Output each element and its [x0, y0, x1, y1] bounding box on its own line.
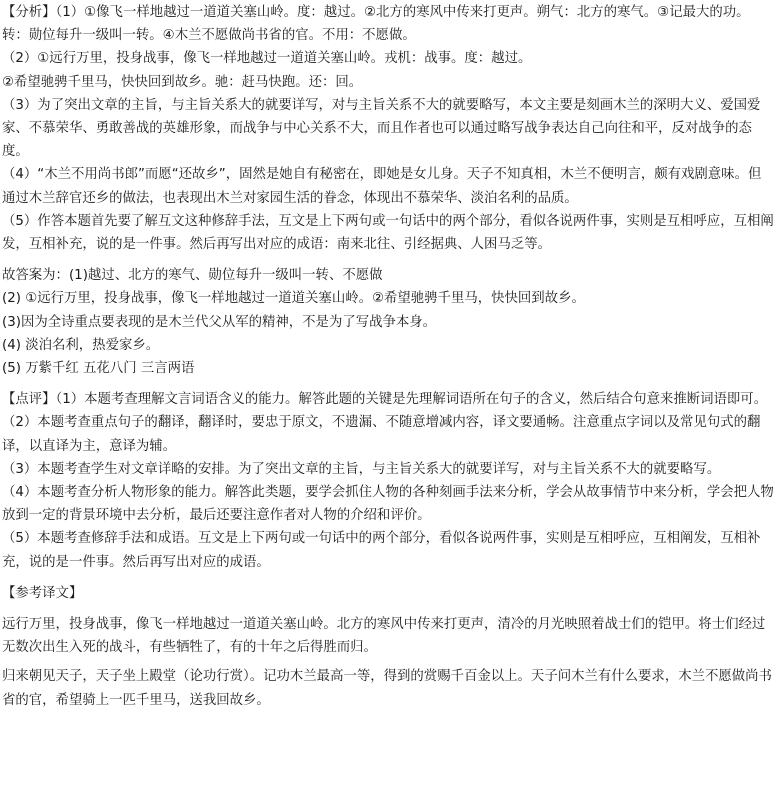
- comment-paragraph-4: （4）本题考查分析人物形象的能力。解答此类题，要学会抓住人物的各种刻画手法来分析，学会从故事情节中来分析，学会把人物放到一定的背景环境中去分析，最后还要注意作者对人物的介绍和评价。: [2, 485, 774, 524]
- comment-paragraph-1: 【点评】（1）本题考查理解文言词语含义的能力。解答此题的关键是先理解词语所在句子的含义，然后结合句意来推断词语即可。: [2, 392, 768, 408]
- answer-line-3: (3)因为全诗重点要表现的是木兰代父从军的精神，不是为了写战争本身。: [2, 314, 437, 330]
- comments-section: [2, 388, 774, 574]
- answer-line-4: (4) 淡泊名利，热爱家乡。: [2, 337, 160, 353]
- answer-line-2: (2) ①远行万里，投身战事，像飞一样地越过一道道关塞山岭。②希望驰骋千里马，快快回到故乡。: [2, 291, 585, 307]
- comment-paragraph-3: （3）本题考查学生对文章详略的安排。为了突出文章的主旨，与主旨关系大的就要详写，对与主旨关系不大的就要略写。: [2, 461, 721, 477]
- reference-heading: 【参考译文】: [2, 585, 83, 601]
- analysis-paragraph-5: （4）“木兰不用尚书郎”而愿“还故乡”，固然是她自有秘密在，即她是女儿身。天子不知真相，木兰不便明言，颇有戏剧意味。但通过木兰辞官还乡的做法，也表现出木兰对家园生活的眷念，体现出不慕荣华、淡泊名利的品质。: [2, 167, 762, 206]
- analysis-paragraph-3: ②希望驰骋千里马，快快回到故乡。驰：赶马快跑。还：回。: [2, 74, 363, 90]
- reference-translation-section: [2, 582, 774, 712]
- analysis-paragraph-6: （5）作答本题首先要了解互文这种修辞手法，互文是上下两句或一句话中的两个部分，看似各说两件事，实则是互相呼应，互相阐发，互相补充，说的是一件事。然后再写出对应的成语：南来北往、引经据典、人困马乏等。: [2, 213, 774, 253]
- comment-paragraph-2: （2）本题考查重点句子的翻译，翻译时，要忠于原文，不遗漏、不随意增减内容，译文要通畅。注意重点字词以及常见句式的翻译，以直译为主，意译为辅。: [2, 415, 761, 454]
- analysis-paragraph-1: 【分析】（1）①像飞一样地越过一道道关塞山岭。度：越过。②北方的寒风中传来打更声。朔气：北方的寒气。③记最大的功。转：勋位每升一级叫一转。④木兰不愿做尚书省的官。不用：不愿做。: [2, 5, 750, 44]
- comment-paragraph-5: （5）本题考查修辞手法和成语。互文是上下两句或一句话中的两个部分，看似各说两件事，实则是互相呼应，互相阐发，互相补充，说的是一件事。然后再写出对应的成语。: [2, 531, 761, 570]
- analysis-section: [2, 1, 774, 256]
- analysis-paragraph-2: （2）①远行万里，投身战事，像飞一样地越过一道道关塞山岭。戎机：战事。度：越过。: [2, 51, 532, 67]
- answer-line-1: 故答案为：(1)越过、北方的寒气、勋位每升一级叫一转、不愿做: [2, 268, 383, 284]
- analysis-paragraph-4: （3）为了突出文章的主旨，与主旨关系大的就要详写，对与主旨关系不大的就要略写，本文主要是刻画木兰的深明大义、爱国爱家、不慕荣华、勇敢善战的英雄形象，而战争与中心关系不大，而且作者也可以通过略写战争表达自己向往和平，反对战争的态度。: [2, 97, 761, 160]
- translation-paragraph-1: 远行万里，投身战事，像飞一样地越过一道道关塞山岭。北方的寒风中传来打更声，清冷的月光映照着战士们的铠甲。将士们经过无数次出生入死的战斗，有些牺牲了，有的十年之后得胜而归。: [2, 617, 766, 656]
- answers-section: [2, 264, 774, 380]
- answer-line-5: (5) 万紫千红 五花八门 三言两语: [2, 361, 195, 377]
- translation-paragraph-2: 归来朝见天子，天子坐上殿堂（论功行赏）。记功木兰最高一等，得到的赏赐千百金以上。天子问木兰有什么要求，木兰不愿做尚书省的官，希望骑上一匹千里马，送我回故乡。: [2, 669, 772, 708]
